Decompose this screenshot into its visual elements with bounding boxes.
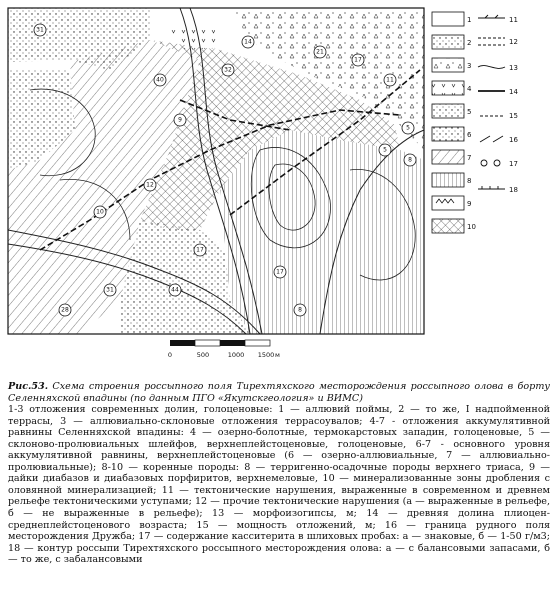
legend-number: 9: [467, 200, 472, 208]
thickness-label-text: 17: [196, 246, 204, 254]
thickness-label-text: 14: [244, 38, 252, 46]
thickness-label: [294, 304, 306, 316]
scale-bar-segment: [245, 340, 270, 346]
thickness-label: [174, 114, 186, 126]
thickness-label: [402, 122, 414, 134]
thickness-label-text: 40: [156, 76, 164, 84]
legend-number: 2: [467, 39, 472, 47]
thickness-label: [384, 74, 396, 86]
thickness-label: [274, 266, 286, 278]
legend-swatch: [432, 150, 464, 164]
thickness-label-text: 5: [383, 146, 387, 154]
legend-swatch: [432, 35, 464, 49]
thickness-label-text: 5: [406, 124, 410, 132]
scale-bar-segment: [220, 340, 245, 346]
thickness-label-text: 32: [224, 66, 232, 74]
legend-line-symbol: [478, 66, 505, 69]
thickness-label-text: 11: [386, 76, 394, 84]
legend-swatch: [432, 81, 464, 95]
legend-number: 1: [467, 16, 472, 24]
legend-swatch: [432, 173, 464, 187]
legend-number: 10: [467, 223, 476, 231]
legend-swatch: [432, 104, 464, 118]
caption-legend-text: 1-3 отложения современных долин, голоценовые: 1 — аллювий поймы, 2 — то же, I надпойменной террасы, 3 — аллювиально-склоновые отложения террасоувалов; 4-7 - отложения аккумулятивной равнины Селенняхской впадины: 4 — озерно-болотные, термокарстовых западин, голоценовые, 5 — склоново-пролювиальных шлейфов, верхнеплейстоценовые, голоценовые, 6-7 - основного уровня аккумулятивной равнины, верхнеплейстоценовые (6 — озерно-аллювиальные, 7 — аллювиально-пролювиальные); 8-10 — коренные породы: 8 — терригенно-осадочные породы верхнего триаса, 9 — дайки диабазов и диабазовых порфиритов, верхнемеловые, 10 — минерализованные зоны дробления с оловянной минерализацией; 11 — тектонические нарушения, выраженные в современном и древнем рельефе тектоническими уступами; 12 — прочие тектонические нарушения (а — выраженные в рельефе, б — не выраженные в рельефе); 13 — морфоизогипсы, м; 14 — древняя долина плиоцен-среднеплейстоценового возраста; 15 — мощность отложений, м; 16 — граница рудного поля месторождения Дружба; 17 — содержание касситерита в шлиховых пробах: а — знаковые, б — 1-50 г/м3; 18 — контур россыпи Тирехтяхского россыпного месторождения олова: а — с балансовыми запасами, б — то же, с забалансовыми: [8, 404, 550, 566]
legend-swatch: [432, 127, 464, 141]
legend-number: 8: [467, 177, 472, 185]
geological-map: [8, 8, 424, 334]
unit-vertical-hatch-east: [220, 130, 424, 334]
legend-right-column: [478, 15, 518, 194]
legend-number: 18: [509, 186, 518, 194]
thickness-label: [222, 64, 234, 76]
thickness-label: [404, 154, 416, 166]
scale-bar-segment: [195, 340, 220, 346]
thickness-label: [194, 244, 206, 256]
legend-line-symbol: [478, 38, 505, 45]
thickness-label: [314, 46, 326, 58]
legend-number: 14: [509, 88, 518, 96]
legend-number: 12: [509, 38, 518, 46]
legend-number: 6: [467, 131, 472, 139]
legend-line-symbol: [481, 160, 500, 166]
thickness-label-text: 31: [36, 26, 44, 34]
scale-unit: м: [275, 351, 280, 359]
legend-number: 7: [467, 154, 472, 162]
thickness-label-text: 28: [61, 306, 69, 314]
legend-line-symbol: [480, 136, 503, 142]
thickness-label-text: 8: [298, 306, 302, 314]
legend-number: 16: [509, 136, 518, 144]
thickness-label-text: 10: [96, 208, 104, 216]
legend-line-symbol: [478, 15, 505, 18]
thickness-label: [379, 144, 391, 156]
thickness-label: [169, 284, 181, 296]
legend-number: 17: [509, 160, 518, 168]
thickness-label: [94, 206, 106, 218]
thickness-label: [34, 24, 46, 36]
scale-bar-segment: [170, 340, 195, 346]
thickness-label-text: 12: [146, 181, 154, 189]
legend-number: 3: [467, 62, 472, 70]
thickness-label-text: 9: [178, 116, 182, 124]
scale-tick-label: 0: [167, 351, 173, 359]
thickness-label: [104, 284, 116, 296]
thickness-label-text: 17: [276, 268, 284, 276]
scale-tick-label: 500: [196, 351, 210, 359]
thickness-label-text: 21: [316, 48, 324, 56]
caption-title-paragraph: [8, 381, 550, 404]
thickness-label: [352, 54, 364, 66]
thickness-label: [59, 304, 71, 316]
legend-swatch: [432, 58, 464, 72]
thickness-label-text: 44: [171, 286, 179, 294]
scale-bar: [168, 340, 280, 359]
legend-number: 13: [509, 64, 518, 72]
legend-swatch: [432, 12, 464, 26]
figure-label: Рис.53.: [8, 381, 49, 392]
legend-number: 15: [509, 112, 518, 120]
thickness-label: [242, 36, 254, 48]
legend-number: 4: [467, 85, 472, 93]
scale-tick-label: 1500: [257, 351, 275, 359]
scale-tick-label: 1000: [227, 351, 245, 359]
legend-number: 5: [467, 108, 472, 116]
thickness-label-text: 31: [106, 286, 114, 294]
legend-left-column: [432, 12, 476, 233]
legend-number: 11: [509, 16, 518, 24]
figure-title: Схема строения россыпного поля Тирехтяхского месторождения россыпного олова в борту Селенняхской впадины (по данным ПГО «Якутскгеология» и ВИМС): [8, 381, 550, 404]
thickness-label: [154, 74, 166, 86]
thickness-label-text: 17: [354, 56, 362, 64]
thickness-label: [144, 179, 156, 191]
legend-line-symbol: [478, 186, 505, 189]
legend: [432, 12, 518, 233]
thickness-label-text: 8: [408, 156, 412, 164]
figure-caption: [8, 381, 550, 566]
legend-swatch: [432, 219, 464, 233]
